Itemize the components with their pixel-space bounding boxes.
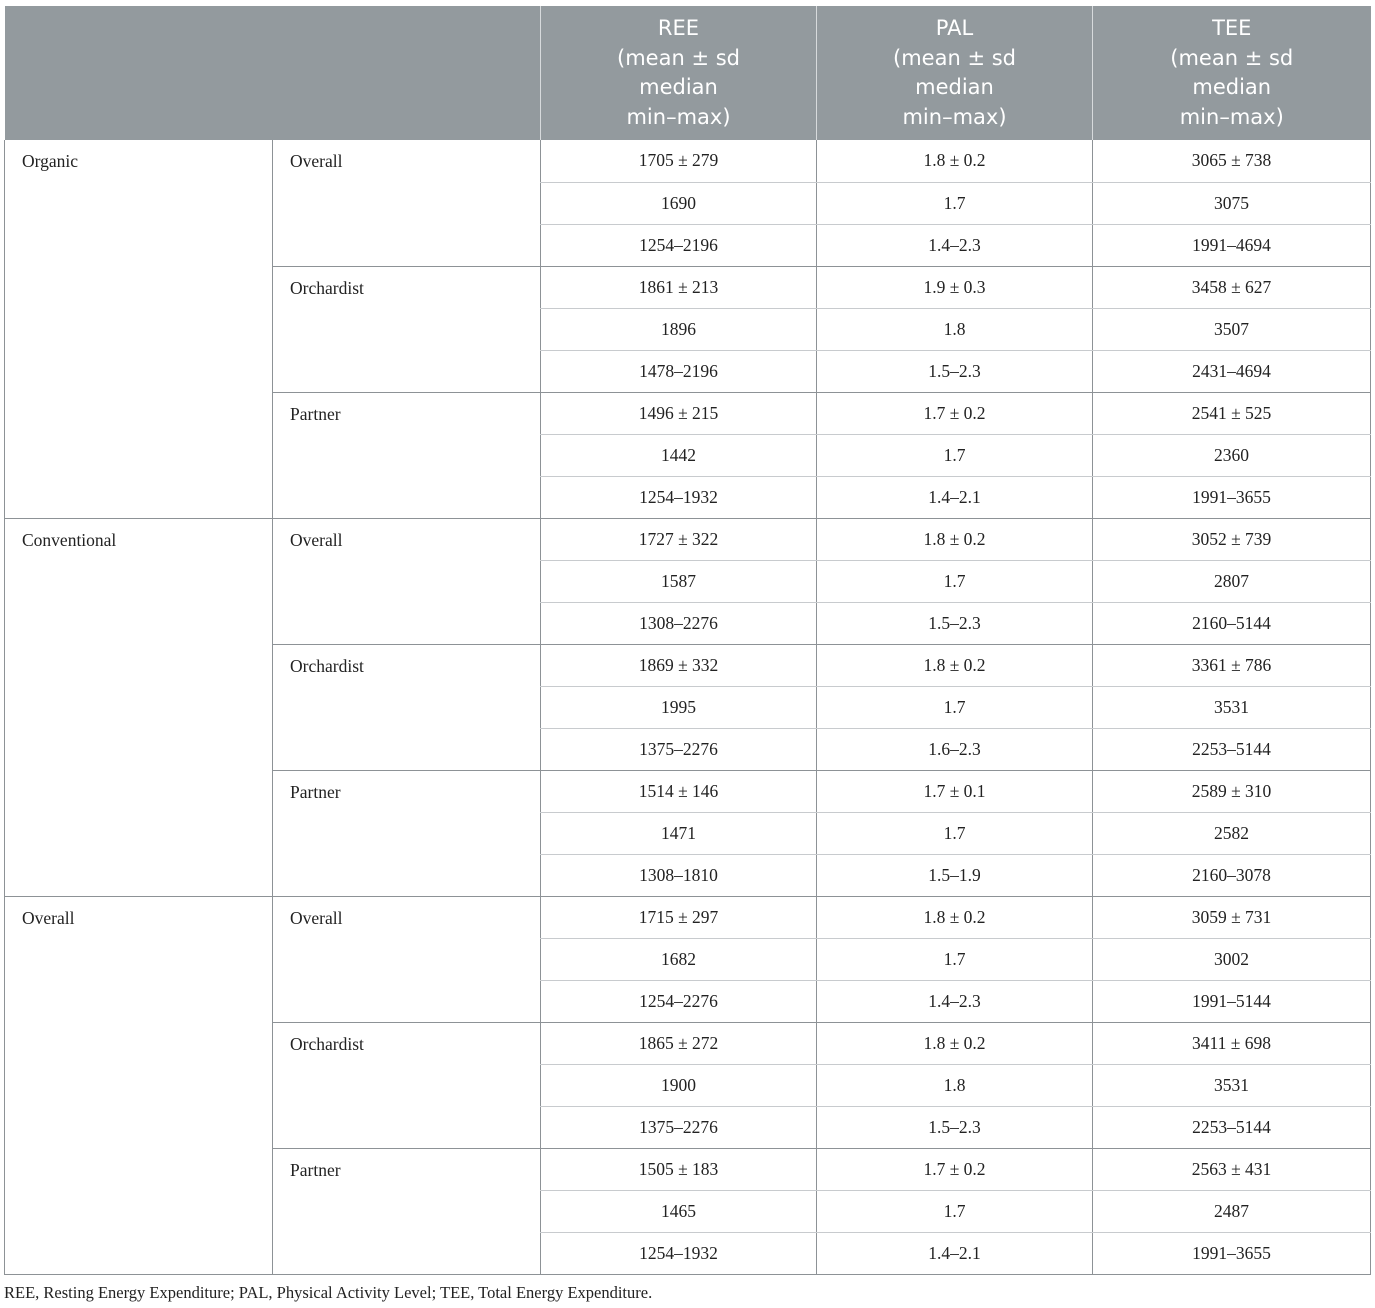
ree-value-cell: 1690 [541, 182, 817, 224]
header-tee-name: TEE [1212, 16, 1252, 40]
tee-value-cell: 3507 [1093, 308, 1371, 350]
header-tee-line-1: (mean ± sd [1170, 45, 1294, 70]
tee-value-cell: 2160–5144 [1093, 602, 1371, 644]
ree-value-cell: 1254–2196 [541, 224, 817, 266]
header-pal-line-2: median [915, 75, 994, 99]
group-label: Overall [5, 896, 273, 1274]
tee-value-cell: 2360 [1093, 434, 1371, 476]
header-ree-line-1: (mean ± sd [617, 45, 740, 70]
ree-value-cell: 1587 [541, 560, 817, 602]
tee-value-cell: 3531 [1093, 686, 1371, 728]
pal-value-cell: 1.7 [817, 938, 1093, 980]
tee-value-cell: 2253–5144 [1093, 728, 1371, 770]
table-footnote: REE, Resting Energy Expenditure; PAL, Physical Activity Level; TEE, Total Energy Expenditure. [4, 1283, 653, 1302]
header-pal [817, 6, 1093, 140]
table-header [5, 6, 1371, 140]
table-body [5, 140, 1371, 1274]
ree-value-cell: 1442 [541, 434, 817, 476]
ree-value-cell: 1865 ± 272 [541, 1022, 817, 1064]
pal-value-cell: 1.7 [817, 1190, 1093, 1232]
subgroup-label: Partner [273, 392, 541, 518]
pal-value-cell: 1.8 ± 0.2 [817, 896, 1093, 938]
tee-value-cell: 2807 [1093, 560, 1371, 602]
ree-value-cell: 1900 [541, 1064, 817, 1106]
ree-value-cell: 1254–2276 [541, 980, 817, 1022]
pal-value-cell: 1.8 [817, 308, 1093, 350]
ree-value-cell: 1254–1932 [541, 1232, 817, 1274]
header-tee-line-2: median [1192, 75, 1272, 99]
table-row [5, 896, 1371, 938]
tee-value-cell: 1991–4694 [1093, 224, 1371, 266]
header-tee [1093, 6, 1371, 140]
pal-value-cell: 1.4–2.1 [817, 1232, 1093, 1274]
tee-value-cell: 2582 [1093, 812, 1371, 854]
ree-value-cell: 1861 ± 213 [541, 266, 817, 308]
table-row [5, 140, 1371, 182]
subgroup-label: Partner [273, 1148, 541, 1274]
group-label: Conventional [5, 518, 273, 896]
ree-value-cell: 1478–2196 [541, 350, 817, 392]
pal-value-cell: 1.8 [817, 1064, 1093, 1106]
tee-value-cell: 2253–5144 [1093, 1106, 1371, 1148]
energy-expenditure-table [4, 6, 1371, 1275]
header-tee-line-3: min–max) [1179, 104, 1284, 129]
ree-value-cell: 1375–2276 [541, 1106, 817, 1148]
ree-value-cell: 1727 ± 322 [541, 518, 817, 560]
tee-value-cell: 3075 [1093, 182, 1371, 224]
pal-value-cell: 1.4–2.3 [817, 224, 1093, 266]
ree-value-cell: 1375–2276 [541, 728, 817, 770]
pal-value-cell: 1.8 ± 0.2 [817, 1022, 1093, 1064]
tee-value-cell: 2541 ± 525 [1093, 392, 1371, 434]
pal-value-cell: 1.5–1.9 [817, 854, 1093, 896]
pal-value-cell: 1.7 [817, 560, 1093, 602]
pal-value-cell: 1.7 [817, 812, 1093, 854]
tee-value-cell: 1991–3655 [1093, 1232, 1371, 1274]
tee-value-cell: 2160–3078 [1093, 854, 1371, 896]
ree-value-cell: 1514 ± 146 [541, 770, 817, 812]
ree-value-cell: 1715 ± 297 [541, 896, 817, 938]
header-ree-name: REE [657, 16, 700, 40]
subgroup-label: Overall [273, 896, 541, 1022]
tee-value-cell: 3531 [1093, 1064, 1371, 1106]
ree-value-cell: 1308–1810 [541, 854, 817, 896]
tee-value-cell: 1991–3655 [1093, 476, 1371, 518]
pal-value-cell: 1.4–2.1 [817, 476, 1093, 518]
pal-value-cell: 1.8 ± 0.2 [817, 518, 1093, 560]
subgroup-label: Orchardist [273, 644, 541, 770]
tee-value-cell: 1991–5144 [1093, 980, 1371, 1022]
tee-value-cell: 3065 ± 738 [1093, 140, 1371, 182]
group-label: Organic [5, 140, 273, 518]
tee-value-cell: 3411 ± 698 [1093, 1022, 1371, 1064]
pal-value-cell: 1.7 [817, 182, 1093, 224]
pal-value-cell: 1.8 ± 0.2 [817, 644, 1093, 686]
table-row [5, 518, 1371, 560]
subgroup-label: Orchardist [273, 266, 541, 392]
ree-value-cell: 1682 [541, 938, 817, 980]
header-pal-line-1: (mean ± sd [893, 45, 1016, 70]
pal-value-cell: 1.7 ± 0.2 [817, 1148, 1093, 1190]
tee-value-cell: 2431–4694 [1093, 350, 1371, 392]
tee-value-cell: 3059 ± 731 [1093, 896, 1371, 938]
ree-value-cell: 1471 [541, 812, 817, 854]
header-pal-line-3: min–max) [902, 104, 1007, 129]
pal-value-cell: 1.8 ± 0.2 [817, 140, 1093, 182]
pal-value-cell: 1.7 ± 0.1 [817, 770, 1093, 812]
ree-value-cell: 1705 ± 279 [541, 140, 817, 182]
ree-value-cell: 1995 [541, 686, 817, 728]
pal-value-cell: 1.5–2.3 [817, 350, 1093, 392]
header-subgroup [273, 6, 541, 140]
tee-value-cell: 3052 ± 739 [1093, 518, 1371, 560]
subgroup-label: Overall [273, 140, 541, 266]
ree-value-cell: 1505 ± 183 [541, 1148, 817, 1190]
tee-value-cell: 2589 ± 310 [1093, 770, 1371, 812]
subgroup-label: Partner [273, 770, 541, 896]
header-ree-line-3: min–max) [626, 104, 731, 129]
pal-value-cell: 1.6–2.3 [817, 728, 1093, 770]
pal-value-cell: 1.7 [817, 686, 1093, 728]
pal-value-cell: 1.5–2.3 [817, 1106, 1093, 1148]
pal-value-cell: 1.5–2.3 [817, 602, 1093, 644]
ree-value-cell: 1896 [541, 308, 817, 350]
header-ree [541, 6, 817, 140]
ree-value-cell: 1496 ± 215 [541, 392, 817, 434]
ree-value-cell: 1869 ± 332 [541, 644, 817, 686]
pal-value-cell: 1.9 ± 0.3 [817, 266, 1093, 308]
header-ree-line-2: median [639, 75, 718, 99]
header-group [5, 6, 273, 140]
ree-value-cell: 1254–1932 [541, 476, 817, 518]
tee-value-cell: 2487 [1093, 1190, 1371, 1232]
tee-value-cell: 3002 [1093, 938, 1371, 980]
pal-value-cell: 1.7 ± 0.2 [817, 392, 1093, 434]
subgroup-label: Orchardist [273, 1022, 541, 1148]
pal-value-cell: 1.4–2.3 [817, 980, 1093, 1022]
tee-value-cell: 3458 ± 627 [1093, 266, 1371, 308]
pal-value-cell: 1.7 [817, 434, 1093, 476]
ree-value-cell: 1308–2276 [541, 602, 817, 644]
tee-value-cell: 2563 ± 431 [1093, 1148, 1371, 1190]
header-row [5, 6, 1371, 140]
header-pal-name: PAL [935, 16, 974, 40]
ree-value-cell: 1465 [541, 1190, 817, 1232]
tee-value-cell: 3361 ± 786 [1093, 644, 1371, 686]
subgroup-label: Overall [273, 518, 541, 644]
